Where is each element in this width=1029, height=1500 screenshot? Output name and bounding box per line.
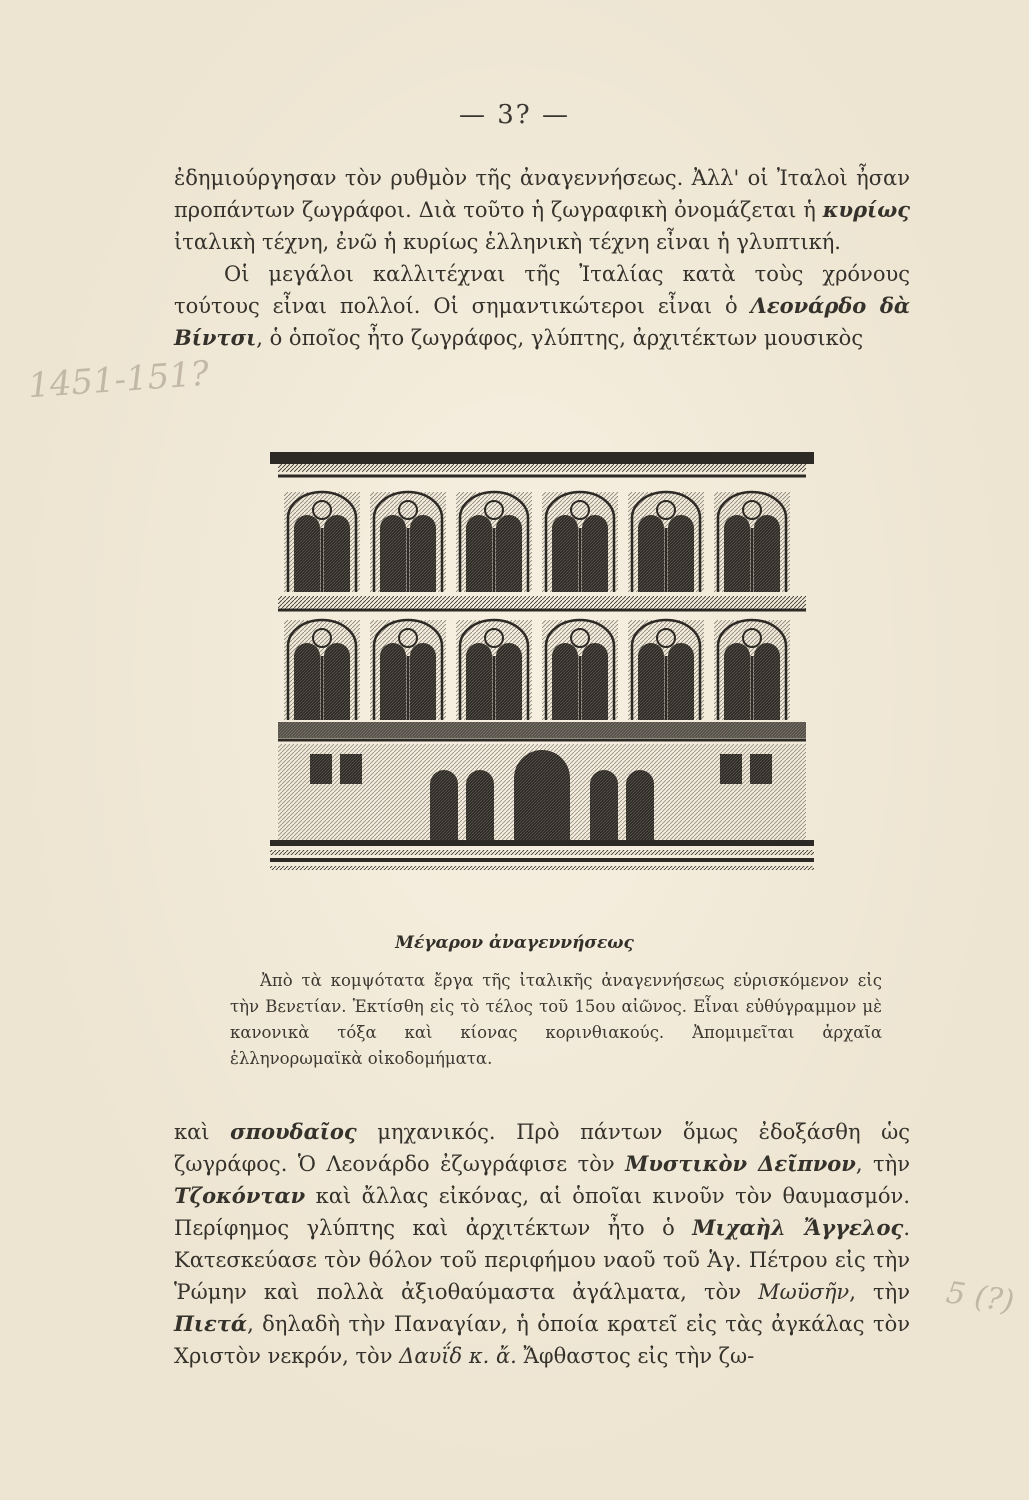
page-number: — 3? — bbox=[458, 100, 570, 130]
text-span: , ὁ ὁποῖος ἦτο ζωγράφος, γλύπτης, ἀρχιτέκτων μουσικὸς bbox=[256, 326, 864, 350]
work-title: Μυστικὸν Δεῖπνον bbox=[625, 1151, 856, 1176]
text-span: καὶ bbox=[174, 1120, 231, 1144]
name-leonardo: Λεονάρδο δὰ Βίντσι bbox=[174, 293, 910, 350]
top-text bbox=[174, 162, 910, 354]
text-span: ἰταλικὴ τέχνη, ἐνῶ ἡ κυρίως ἑλληνικὴ τέχνη εἶναι ἡ γλυπτική. bbox=[174, 230, 841, 254]
work-title: Μωϋσῆν bbox=[758, 1280, 850, 1304]
text-span: Ἄφθαστος εἰς τὴν ζω- bbox=[516, 1344, 755, 1368]
paragraph-2 bbox=[174, 258, 910, 354]
paragraph-1 bbox=[174, 162, 910, 258]
figure-caption-title: Μέγαρον ἀναγεννήσεως bbox=[395, 933, 634, 953]
text-span: , τὴν bbox=[855, 1152, 910, 1176]
venetian-palace-engraving-icon bbox=[270, 448, 814, 880]
work-title: Πιετά bbox=[174, 1311, 248, 1336]
work-title: Δαυΐδ κ. ἄ. bbox=[399, 1344, 517, 1368]
name-michelangelo: Μιχαὴλ Ἄγγελος bbox=[692, 1215, 904, 1240]
margin-pencil-note-right: 5 (?) bbox=[943, 1275, 1017, 1320]
text-span: , τὴν bbox=[849, 1280, 910, 1304]
text-span: , δηλαδὴ τὴν Παναγίαν, ἡ ὁποία κρατεῖ εἰς τὰς ἀγκάλας τὸν Χριστὸν νεκρόν, τὸν bbox=[174, 1312, 910, 1368]
emphasis: κυρίως bbox=[822, 197, 910, 222]
work-title: Τζοκόνταν bbox=[174, 1183, 306, 1208]
text-span: καὶ ἄλλας εἰκόνας, αἱ ὁποῖαι κινοῦν τὸν θαυμασμόν. Περίφημος γλύπτης καὶ ἀρχιτέκτων ἦτο ὁ bbox=[174, 1184, 910, 1240]
text-span: μηχανικός. Πρὸ πάντων ὅμως ἐδοξάσθη ὡς ζωγράφος. Ὁ Λεονάρδο ἐζωγράφισε τὸν bbox=[174, 1120, 910, 1176]
figure-caption-text bbox=[230, 968, 882, 1072]
emphasis: σπουδαῖος bbox=[230, 1119, 357, 1144]
text-span: . Κατεσκεύασε τὸν θόλον τοῦ περιφήμου ναοῦ τοῦ Ἁγ. Πέτρου εἰς τὴν Ῥώμην καὶ πολλὰ ἀξιοθαύμαστα ἀγάλματα, τὸν bbox=[174, 1216, 910, 1304]
margin-pencil-note-left: 1451-151? bbox=[26, 353, 211, 407]
caption-paragraph: Ἀπὸ τὰ κομψότατα ἔργα τῆς ἰταλικῆς ἀναγεννήσεως εὑρισκόμενον εἰς τὴν Βενετίαν. Ἐκτίσθη εἰς τὸ τέλος τοῦ 15ου αἰῶνος. Εἶναι εὐθύγραμμον μὲ κανονικὰ τόξα καὶ κίονας κορινθιακούς. Ἀπομιμεῖται ἀρχαῖα ἑλληνορωμαϊκὰ οἰκοδομήματα. bbox=[230, 971, 882, 1068]
paragraph-3 bbox=[174, 1116, 910, 1372]
text-span: Οἱ μεγάλοι καλλιτέχναι τῆς Ἰταλίας κατὰ τοὺς χρόνους τούτους εἶναι πολλοί. Οἱ σημαντικώτεροι εἶναι ὁ bbox=[174, 262, 910, 318]
text-span: ἐδημιούργησαν τὸν ρυθμὸν τῆς ἀναγεννήσεως. Ἀλλ' οἱ Ἰταλοὶ ἦσαν προπάντων ζωγράφοι. Διὰ τοῦτο ἡ ζωγραφικὴ ὀνομάζεται ἡ bbox=[174, 166, 910, 222]
bottom-text bbox=[174, 1116, 910, 1372]
